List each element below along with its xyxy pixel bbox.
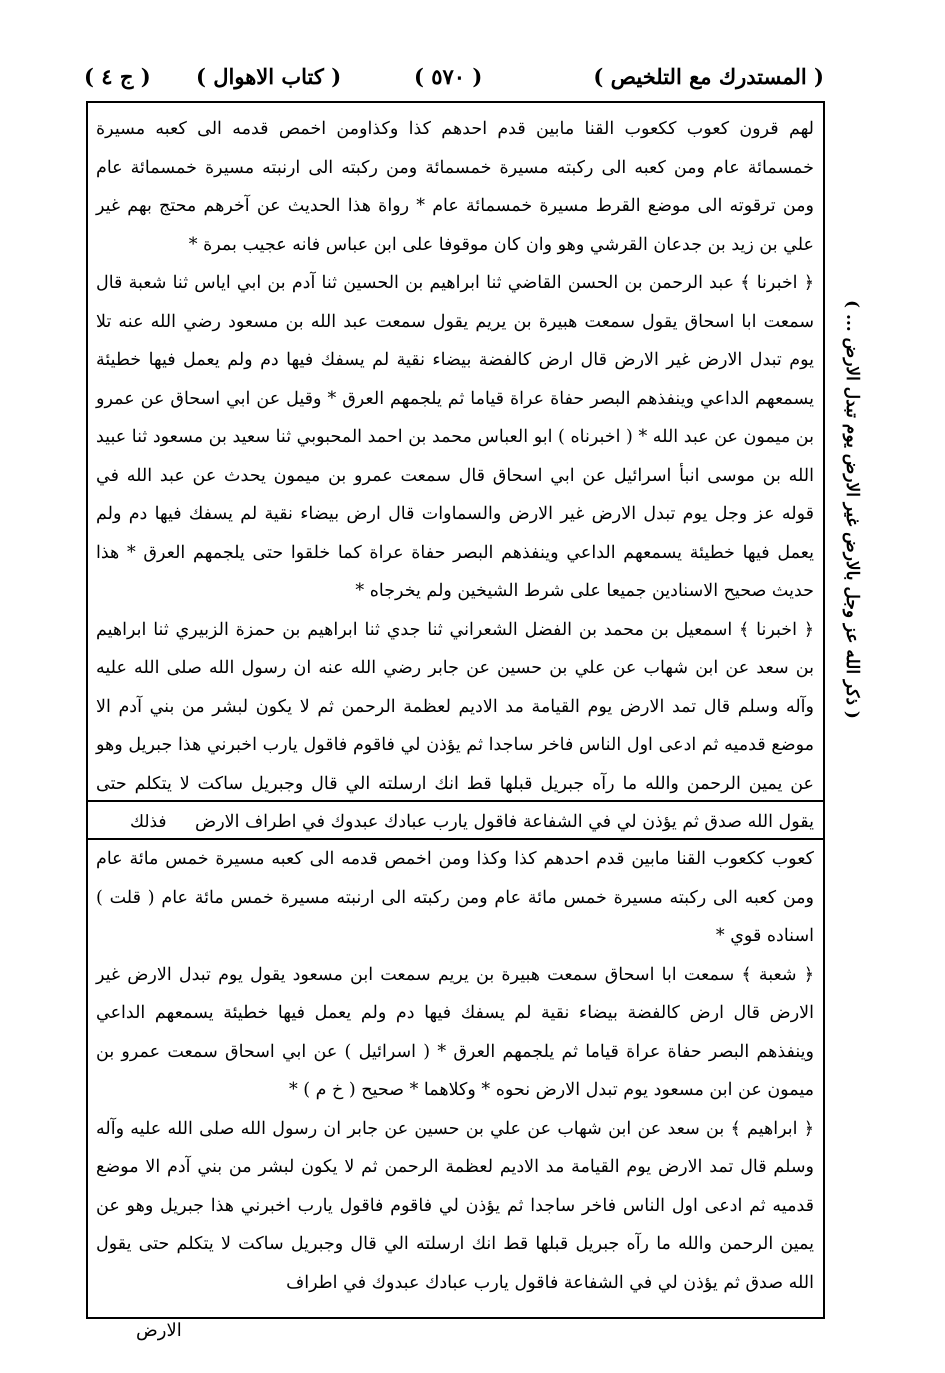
main-paragraph: ﴿ اخبرنا ﴾ اسمعيل بن محمد بن الفضل الشعراني ثنا جدي ثنا ابراهيم بن حمزة الزبيري ثنا ابراهيم بن سعد عن ابن شهاب عن علي بن حسين عن جابر رضي الله عنه ان رسول الله صلى الله عليه وآله وسلم قال تمد الارض يوم القيامة مد الاديم لعظمة الرحمن ثم لا يكون لبشر من بني آدم الا موضع قدميه ثم ادعى اول الناس فاخر ساجدا ثم يؤذن لي فاقوم فاقول يارب اخبرني هذا جبريل وهو عن يمين الرحمن والله ما رآه جبريل قبلها قط انك ارسلته الي قال وجبريل ساكت لا يتكلم حتى يقول الله صدق ثم يؤذن لي في الشفاعة فاقول يارب عبادك عبدوك في اطراف الارض (96, 619, 814, 832)
volume-number: ( ج ٤ ) (84, 64, 151, 89)
summary-paragraph: ﴿ شعبة ﴾ سمعت ابا اسحاق سمعت هبيرة بن يريم سمعت ابن مسعود يقول يوم تبدل الارض غير الارض قال ارض كالفضة بيضاء نقية لم يسفك فيها دم ولم يعمل فيها خطيئة يسمعهم الداعي وينفذهم البصر حفاة عراة قياما ثم يلجمهم العرق * ( اسرائيل ) عن ابي اسحاق سمعت عمرو بن ميمون عن ابن مسعود يوم تبدل الارض نحوه * وكلاهما * صحيح ( خ م ) * (96, 964, 814, 1100)
main-text (96, 110, 814, 842)
page-header (84, 60, 824, 94)
summary-paragraph: كعوب ككعوب القنا مابين قدم احدهم كذا وكذا ومن اخمص قدمه الى كعبه مسيرة خمس مائة عام ومن كعبه الى ركبته مسيرة خمس مائة عام ومن ركبته الى ارنبته مسيرة خمس مائة عام ( قلت ) اسناده قوي * (96, 849, 814, 946)
continuation-word: فذلك (130, 812, 167, 832)
summary-paragraph: ﴿ ابراهيم ﴾ بن سعد عن ابن شهاب عن علي بن حسين عن جابر ان رسول الله صلى الله عليه وآله وسلم قال تمد الارض يوم القيامة مد الاديم لعظمة الرحمن ثم لا يكون لبشر من بني آدم الا موضع قدميه ثم ادعى اول الناس فاخر ساجدا ثم يؤذن لي فاقوم فاقول يارب اخبرني هذا جبريل وهو عن يمين الرحمن والله ما رآه جبريل قبلها قط انك ارسلته الي قال وجبريل ساكت لا يتكلم حتى يقول الله صدق ثم يؤذن لي في الشفاعة فاقول يارب عبادك عبدوك في اطراف (96, 1118, 814, 1293)
book-title: ( المستدرك مع التلخيص ) (593, 64, 824, 89)
summary-text (96, 840, 814, 1302)
main-paragraph: ﴿ اخبرنا ﴾ عبد الرحمن بن الحسن القاضي ثنا ابراهيم بن الحسين ثنا آدم بن ابي اياس ثنا شعبة قال سمعت ابا اسحاق يقول سمعت هبيرة بن يريم يقول سمعت عبد الله بن مسعود رضي الله عنه تلا يوم تبدل الارض غير الارض قال ارض كالفضة بيضاء نقية لم يسفك فيها دم ولم يعمل فيها خطيئة يسمعهم الداعي وينفذهم البصر حفاة عراة قياما ثم يلجمهم العرق * وقيل عن ابي اسحاق عن عمرو بن ميمون عن عبد الله * ( اخبرناه ) ابو العباس محمد بن احمد المحبوبي ثنا سعيد بن مسعود ثنا عبيد الله بن موسى انبأ اسرائيل عن ابي اسحاق قال سمعت عمرو بن ميمون يحدث عن عبد الله في قوله عز وجل يوم تبدل الارض غير الارض والسماوات قال ارض بيضاء نقية لم يسفك فيها دم ولم يعمل فيها خطيئة يسمعهم الداعي وينفذهم البصر حفاة عراة كما خلقوا حتى يلجمهم العرق * هذا حديث صحيح الاسنادين جميعا على شرط الشيخين ولم يخرجاه * (96, 273, 814, 601)
catchword: الارض (136, 1320, 182, 1341)
margin-note-text: ( ذكر الله عز وجل بالارض غير الارض يوم تبدل الارض ... ) (842, 300, 862, 719)
chapter-title: ( كتاب الاهوال ) (196, 64, 342, 89)
page-number: ( ٥٧٠ ) (414, 64, 483, 89)
main-paragraph: لهم قرون كعوب ككعوب القنا مابين قدم احدهم كذا وكذاومن اخمص قدمه الى كعبه مسيرة خمسمائة عام ومن كعبه الى ركبته مسيرة خمسمائة ومن ركبته الى ارنبته مسيرة خمسمائة عام ومن ترقوته الى موضع القرط مسيرة خمسمائة عام * رواة هذا الحديث عن آخرهم محتج بهم غير علي بن زيد بن جدعان القرشي وهو وان كان موقوفا على ابن عباس فانه عجيب بمرة * (96, 119, 814, 255)
